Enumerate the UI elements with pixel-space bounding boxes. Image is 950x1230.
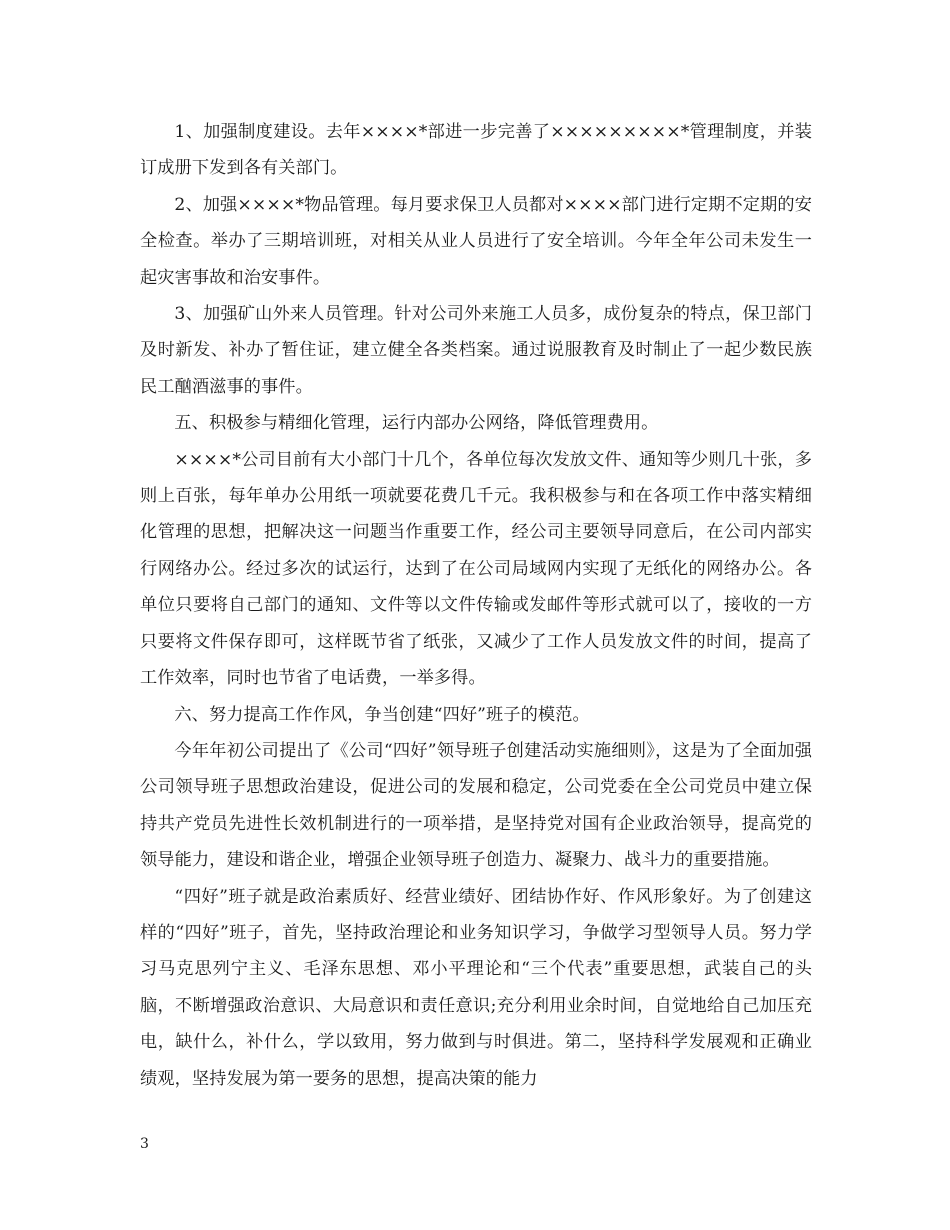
- paragraph-5: ××××*公司目前有大小部门十几个，各单位每次发放文件、通知等少则几十张，多则上百张，每年单办公用纸一项就要花费几千元。我积极参与和在各项工作中落实精细化管理的思想，把解决这一问题当作重要工作，经公司主要领导同意后，在公司内部实行网络办公。经过多次的试运行，达到了在公司局域网内实现了无纸化的网络办公。各单位只要将自己部门的通知、文件等以文件传输或发邮件等形式就可以了，接收的一方只要将文件保存即可，这样既节省了纸张，又减少了工作人员发放文件的时间，提高了工作效率，同时也节省了电话费，一举多得。: [140, 449, 812, 689]
- paragraph-3: 3、加强矿山外来人员管理。针对公司外来施工人员多，成份复杂的特点，保卫部门及时新发、补办了暂住证，建立健全各类档案。通过说服教育及时制止了一起少数民族民工酗酒滋事的事件。: [140, 304, 812, 397]
- paragraph-7: 今年年初公司提出了《公司“四好”领导班子创建活动实施细则》，这是为了全面加强公司领导班子思想政治建设，促进公司的发展和稳定，公司党委在全公司党员中建立保持共产党员先进性长效机制进行的一项举措，是坚持党对国有企业政治领导，提高党的领导能力，建设和谐企业，增强企业领导班子创造力、凝聚力、战斗力的重要措施。: [140, 740, 812, 871]
- paragraph-8: “四好”班子就是政治素质好、经营业绩好、团结协作好、作风形象好。为了创建这样的“四好”班子，首先，坚持政治理论和业务知识学习，争做学习型领导人员。努力学习马克思列宁主义、毛泽东思想、邓小平理论和“三个代表”重要思想，武装自己的头脑，不断增强政治意识、大局意识和责任意识;充分利用业余时间，自觉地给自己加压充电，缺什么，补什么，学以致用，努力做到与时俱进。第二，坚持科学发展观和正确业绩观，坚持发展为第一要务的思想，提高决策的能力: [140, 886, 812, 1089]
- paragraph-1: 1、加强制度建设。去年××××*部进一步完善了×××××××××*管理制度，并装订成册下发到各有关部门。: [140, 122, 812, 179]
- section-heading-6: 六、努力提高工作作风，争当创建“四好”班子的模范。: [174, 704, 590, 725]
- page-number: 3: [140, 1136, 149, 1152]
- paragraph-2: 2、加强××××*物品管理。每月要求保卫人员都对××××部门进行定期不定期的安全检查。举办了三期培训班，对相关从业人员进行了安全培训。今年全年公司未发生一起灾害事故和治安事件。: [140, 194, 812, 288]
- section-heading-5: 五、积极参与精细化管理，运行内部办公网络，降低管理费用。: [174, 413, 659, 434]
- document-body: [140, 114, 812, 1097]
